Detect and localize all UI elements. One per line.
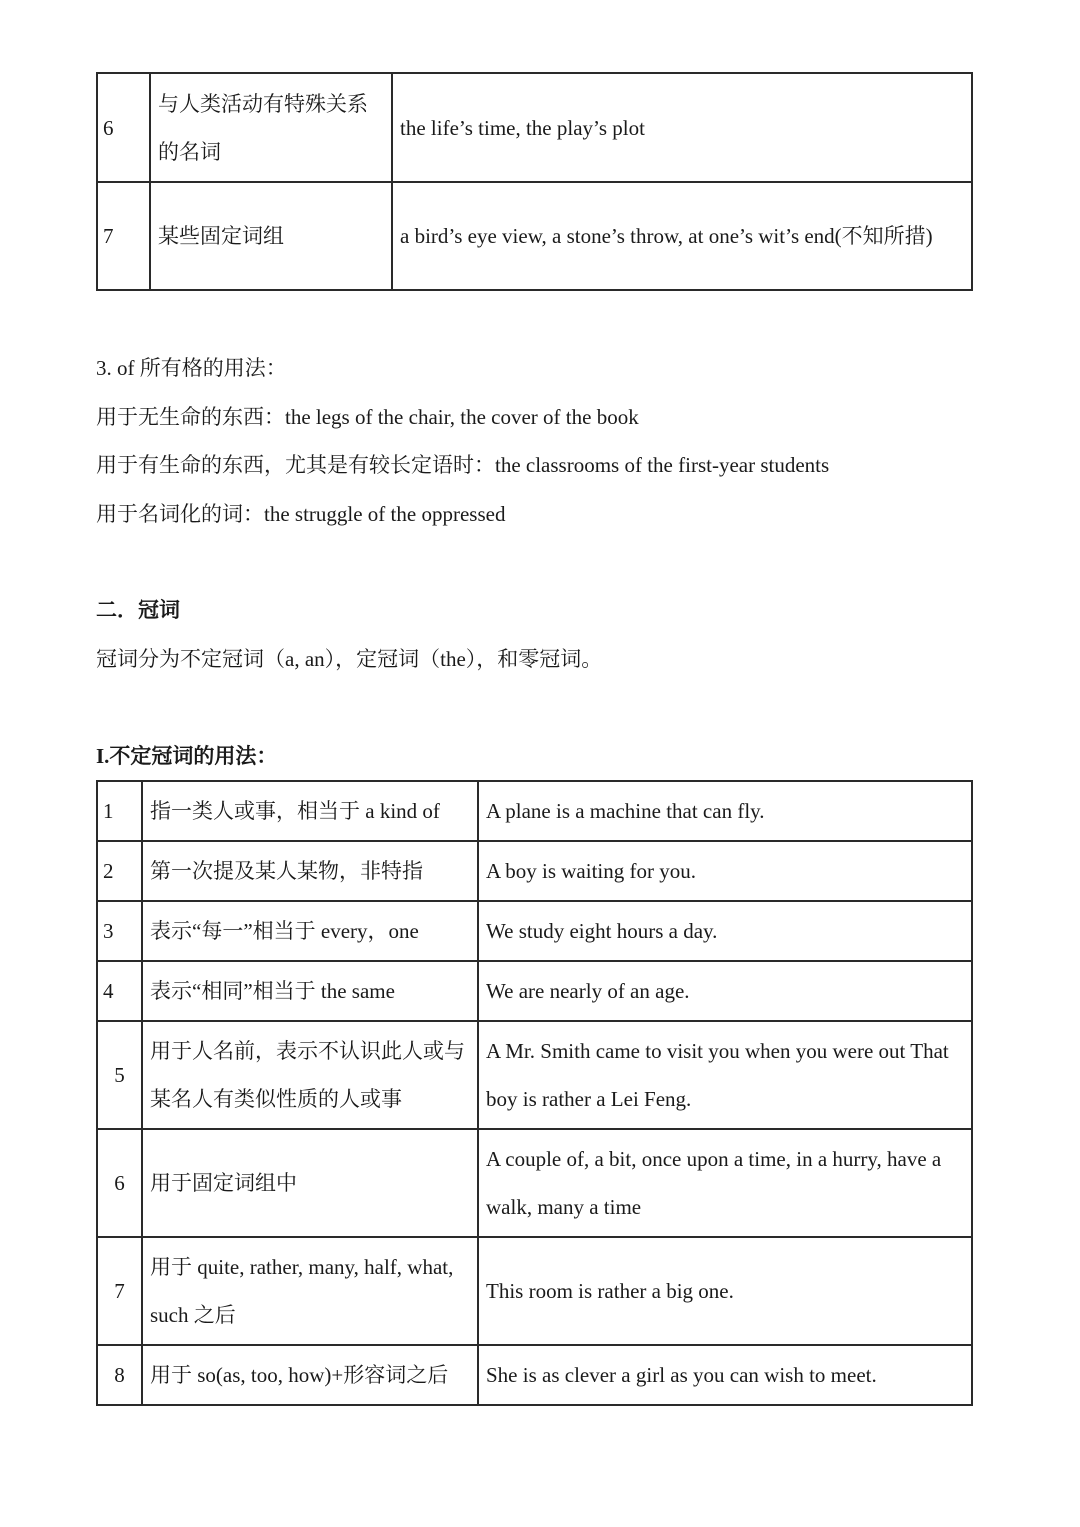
table-row — [97, 182, 972, 290]
example-cell: This room is rather a big one. — [478, 1237, 972, 1345]
indefinite-article-heading: I.不定冠词的用法： — [96, 744, 278, 768]
table-row — [97, 1237, 972, 1345]
usage-cell: 第一次提及某人某物，非特指 — [142, 841, 478, 901]
table-row — [97, 901, 972, 961]
row-number: 5 — [97, 1021, 142, 1129]
example-cell: A Mr. Smith came to visit you when you were out That boy is rather a Lei Feng. — [478, 1021, 972, 1129]
example-cell: A boy is waiting for you. — [478, 841, 972, 901]
usage-cell: 与人类活动有特殊关系的名词 — [150, 73, 392, 182]
of-usage-line: 用于名词化的词：the struggle of the oppressed — [96, 502, 506, 526]
row-number: 4 — [97, 961, 142, 1021]
table-row — [97, 1021, 972, 1129]
usage-cell: 用于 quite, rather, many, half, what, such 之后 — [142, 1237, 478, 1345]
row-number: 3 — [97, 901, 142, 961]
example-cell: She is as clever a girl as you can wish to meet. — [478, 1345, 972, 1405]
of-possessive-title: 3. of 所有格的用法： — [96, 356, 287, 380]
table-row — [97, 73, 972, 182]
usage-cell: 表示“每一”相当于 every，one — [142, 901, 478, 961]
row-number: 2 — [97, 841, 142, 901]
row-number: 8 — [97, 1345, 142, 1405]
usage-cell: 某些固定词组 — [150, 182, 392, 290]
example-cell: the life’s time, the play’s plot — [392, 73, 972, 182]
usage-cell: 用于人名前，表示不认识此人或与某名人有类似性质的人或事 — [142, 1021, 478, 1129]
example-cell: A couple of, a bit, once upon a time, in a hurry, have a walk, many a time — [478, 1129, 972, 1237]
row-number: 7 — [97, 1237, 142, 1345]
of-usage-line: 用于无生命的东西：the legs of the chair, the cover of the book — [96, 405, 639, 429]
example-cell: We are nearly of an age. — [478, 961, 972, 1021]
of-usage-line: 用于有生命的东西，尤其是有较长定语时：the classrooms of the first-year students — [96, 453, 830, 477]
usage-cell: 用于固定词组中 — [142, 1129, 478, 1237]
possessive-table — [96, 72, 973, 291]
row-number: 7 — [97, 182, 150, 290]
row-number: 6 — [97, 73, 150, 182]
indefinite-article-table — [96, 780, 973, 1406]
article-intro: 冠词分为不定冠词（a, an），定冠词（the），和零冠词。 — [96, 647, 603, 671]
usage-cell: 用于 so(as, too, how)+形容词之后 — [142, 1345, 478, 1405]
example-cell: a bird’s eye view, a stone’s throw, at one’s wit’s end(不知所措) — [392, 182, 972, 290]
example-cell: We study eight hours a day. — [478, 901, 972, 961]
table-row — [97, 961, 972, 1021]
row-number: 6 — [97, 1129, 142, 1237]
example-cell: A plane is a machine that can fly. — [478, 781, 972, 841]
article-heading: 二．冠词 — [96, 598, 180, 622]
row-number: 1 — [97, 781, 142, 841]
usage-cell: 表示“相同”相当于 the same — [142, 961, 478, 1021]
table-row — [97, 781, 972, 841]
table-row — [97, 1129, 972, 1237]
usage-cell: 指一类人或事，相当于 a kind of — [142, 781, 478, 841]
table-row — [97, 1345, 972, 1405]
table-row — [97, 841, 972, 901]
